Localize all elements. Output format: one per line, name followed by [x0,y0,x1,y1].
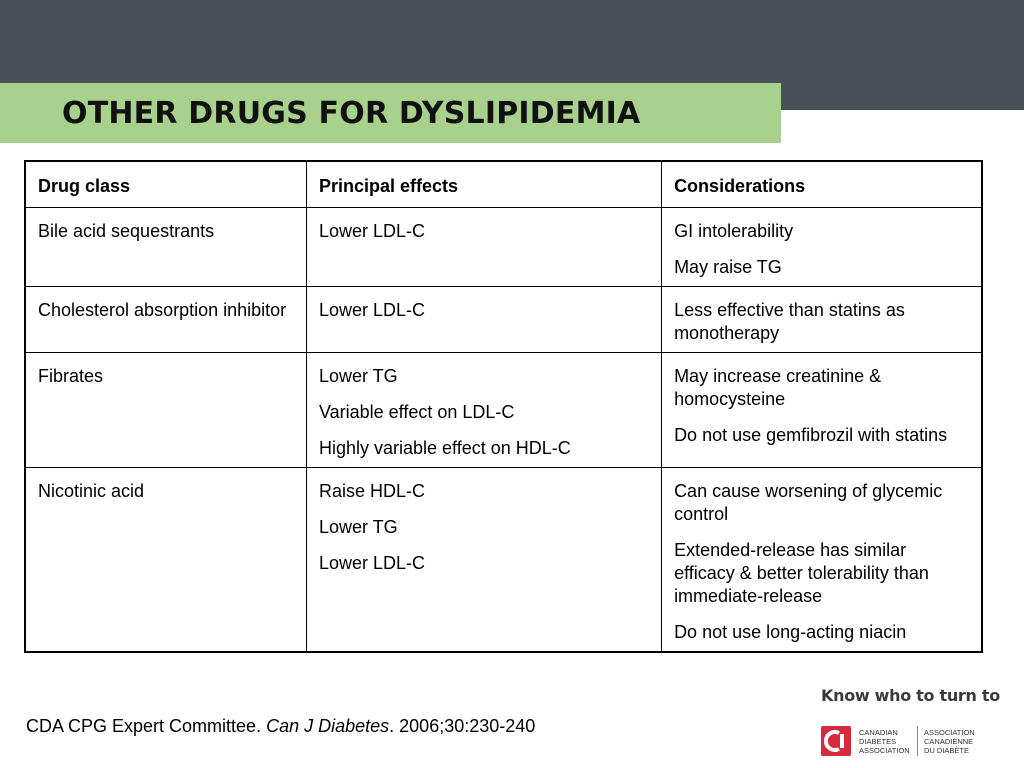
cda-logo [821,724,1001,758]
citation-journal: Can J Diabetes [266,716,390,736]
effect-line: Lower LDL-C [318,300,425,320]
table-body [25,208,982,653]
cell-drug-class: Cholesterol absorption inhibitor [25,287,306,353]
title-bar [0,83,781,143]
cell-considerations [662,208,982,287]
drug-table [24,160,983,653]
logo-en-line: ASSOCIATION [859,745,910,755]
brand-tagline: Know who to turn to [821,686,1000,705]
logo-french-text [924,728,988,755]
table-row [25,208,982,287]
table-row [25,287,982,353]
logo-en-line: CANADIAN [859,727,898,737]
table-row [25,468,982,653]
cell-considerations [662,353,982,468]
cell-principal-effects [306,208,661,287]
cell-principal-effects [306,287,661,353]
effect-line: Highly variable effect on HDL-C [318,438,571,458]
consideration-line: Can cause worsening of glycemic control [674,481,943,524]
cell-principal-effects [306,353,661,468]
effect-line: Variable effect on LDL-C [318,402,515,422]
effect-line: Lower TG [318,517,398,537]
header-considerations: Considerations [662,161,982,208]
logo-fr-line: CANADIENNE [924,736,974,746]
header-drug-class: Drug class [25,161,306,208]
consideration-line: Do not use gemfibrozil with statins [674,425,948,445]
logo-fr-line: ASSOCIATION [924,727,975,737]
table-header-row [25,161,982,208]
logo-en-line: DIABETES [859,736,897,746]
cell-considerations [662,468,982,653]
consideration-line: Do not use long-acting niacin [674,622,907,642]
slide-title: OTHER DRUGS FOR DYSLIPIDEMIA [62,95,641,131]
cell-principal-effects [306,468,661,653]
consideration-line: Extended-release has similar efficacy & better tolerability than immediate-release [674,540,929,606]
consideration-line: Less effective than statins as monotherapy [674,300,905,343]
header-principal-effects: Principal effects [306,161,661,208]
consideration-line: May increase creatinine & homocysteine [674,366,882,409]
effect-line: Lower TG [318,366,398,386]
cell-considerations [662,287,982,353]
effect-line: Lower LDL-C [318,221,425,241]
consideration-line: May raise TG [674,257,782,277]
citation [26,716,535,737]
table-row [25,353,982,468]
logo-english-text [859,728,911,755]
cell-drug-class: Nicotinic acid [25,468,306,653]
logo-fr-line: DU DIABÈTE [924,745,970,755]
cda-logo-icon [821,726,851,756]
effect-line: Lower LDL-C [318,553,425,573]
effect-line: Raise HDL-C [318,481,425,501]
drug-table-container [24,160,983,653]
logo-divider [917,726,918,756]
cell-drug-class: Bile acid sequestrants [25,208,306,287]
consideration-line: GI intolerability [674,221,794,241]
citation-suffix: . 2006;30:230-240 [389,716,536,736]
cell-drug-class: Fibrates [25,353,306,468]
citation-prefix: CDA CPG Expert Committee. [26,716,267,736]
